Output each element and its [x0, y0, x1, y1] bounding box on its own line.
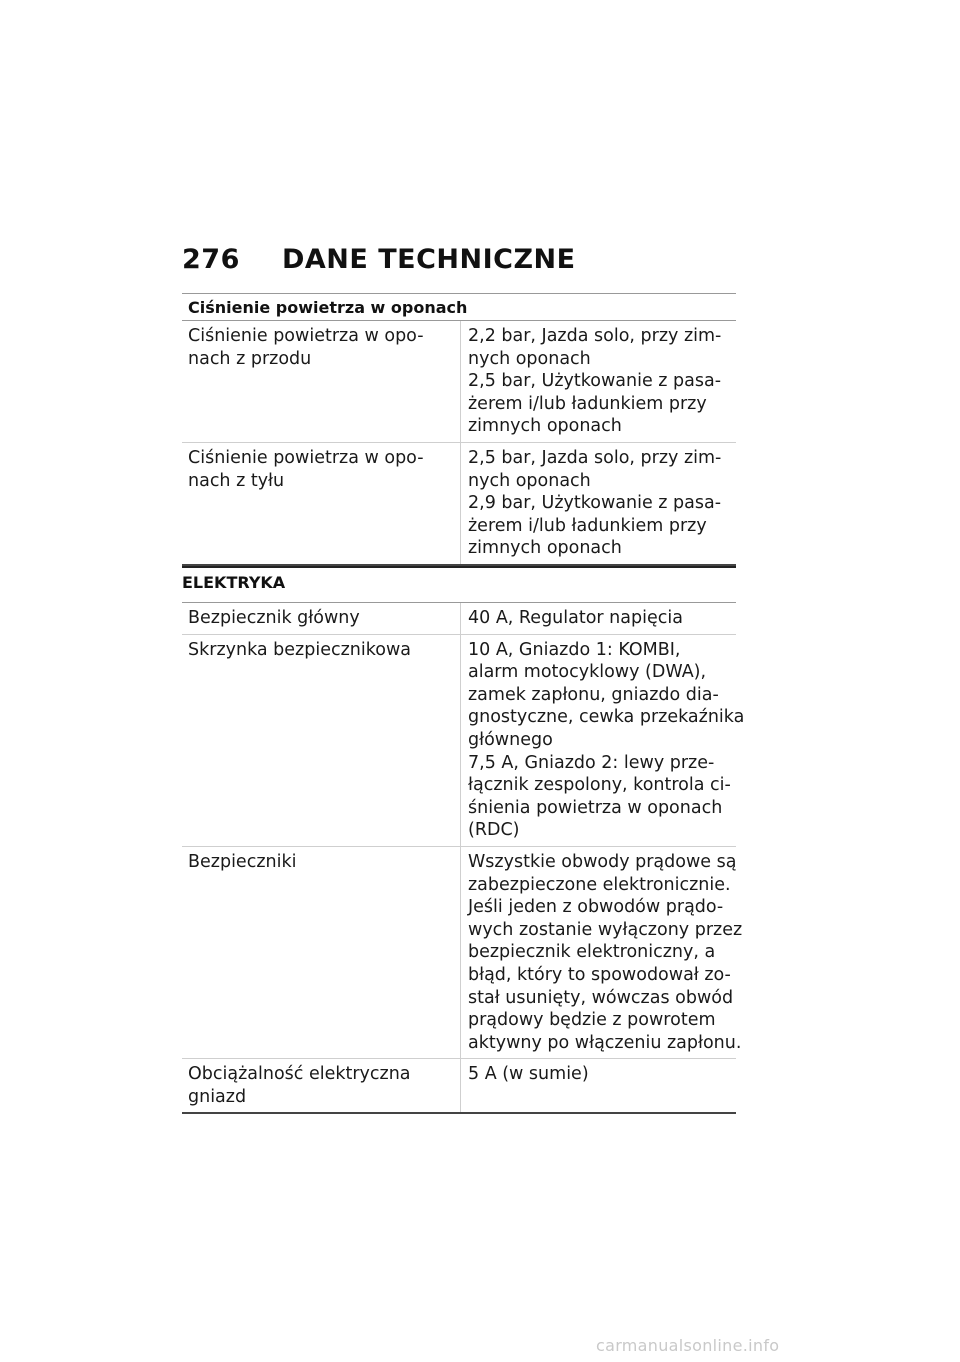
- spec-label: Ciśnienie powietrza w opo- nach z przodu: [188, 326, 424, 369]
- tire-pressure-section: [182, 293, 736, 566]
- spec-value: 2,2 bar, Jazda solo, przy zim- nych oponach 2,5 bar, Użytkowanie z pasa- żerem i/lub ładunkiem przy zimnych oponach: [460, 321, 736, 442]
- table-row: [182, 635, 745, 847]
- table-row: [182, 603, 736, 635]
- spec-label: Skrzynka bezpiecznikowa: [188, 639, 411, 660]
- table-row: [182, 321, 736, 443]
- chapter-title: DANE TECHNICZNE: [282, 244, 576, 275]
- spec-label: Bezpieczniki: [188, 851, 297, 872]
- spec-value: 40 A, Regulator napięcia: [460, 603, 736, 634]
- table-row: [182, 1059, 736, 1114]
- section-title: Ciśnienie powietrza w oponach: [188, 298, 468, 317]
- spec-label: Bezpiecznik główny: [188, 608, 360, 628]
- spec-label: Ciśnienie powietrza w opo- nach z tyłu: [188, 447, 424, 491]
- spec-value: 10 A, Gniazdo 1: KOMBI, alarm motocyklowy (DWA), zamek zapłonu, gniazdo dia- gnostyczne, cewka przekaźnika głównego 7,5 A, Gniazdo 2: lewy prze- łącznik zespolony, kontrola ci- śnienia powietrza w oponach (RDC): [460, 635, 736, 846]
- electrical-section: [182, 566, 745, 1114]
- table-row: [182, 443, 736, 566]
- spec-value: 2,5 bar, Jazda solo, przy zim- nych oponach 2,9 bar, Użytkowanie z pasa- żerem i/lub ładunkiem przy zimnych oponach: [460, 443, 736, 564]
- spec-value: Wszystkie obwody prądowe są zabezpieczone elektronicznie. Jeśli jeden z obwodów prądo- wych zostanie wyłączony przez bezpiecznik elektroniczny, a błąd, który to spowodował zo- stał usunięty, wówczas obwód prądowy będzie z powrotem aktywny po włączeniu zapłonu.: [460, 847, 736, 1058]
- page-number: 276: [182, 244, 240, 275]
- page-header: [182, 244, 576, 275]
- table-row: [182, 847, 743, 1059]
- spec-label: Obciążalność elektryczna gniazd: [188, 1064, 411, 1107]
- section-title: ELEKTRYKA: [182, 573, 286, 592]
- watermark: carmanualsonline.info: [596, 1336, 780, 1355]
- spec-value: 5 A (w sumie): [460, 1059, 736, 1112]
